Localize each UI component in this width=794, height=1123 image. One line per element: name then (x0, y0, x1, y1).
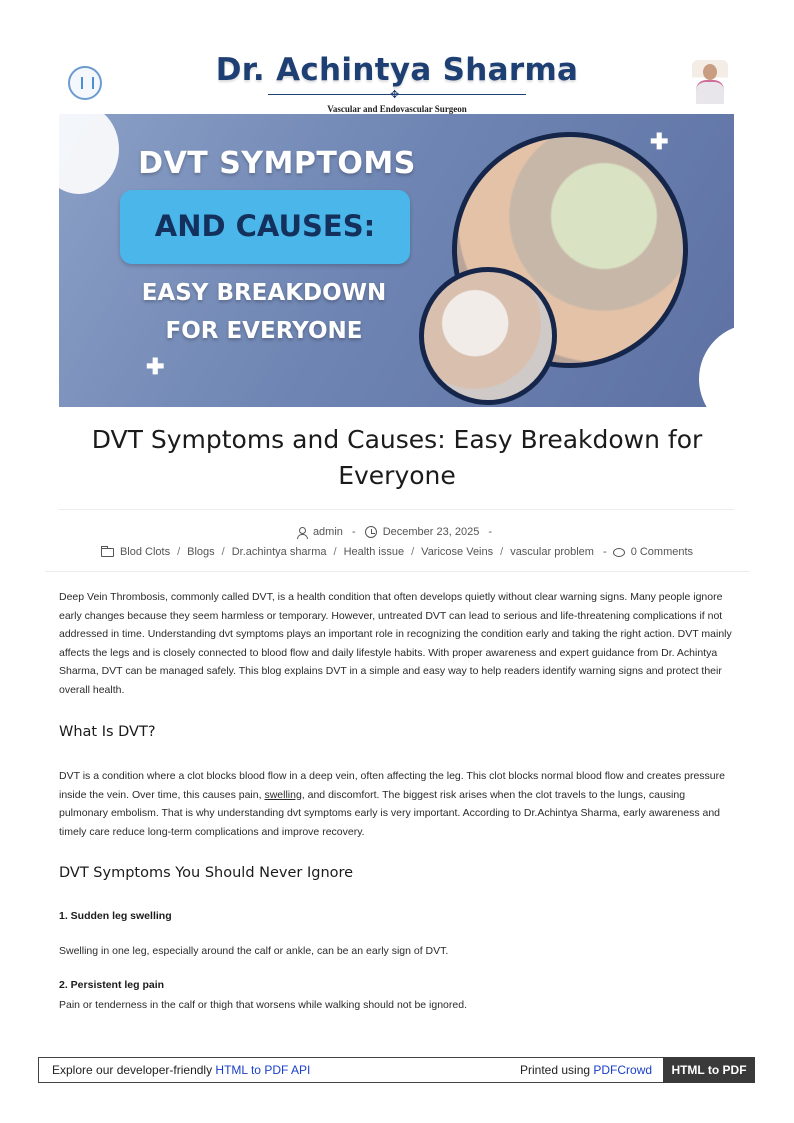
plus-icon: ✚ (146, 354, 165, 379)
category-link[interactable]: Varicose Veins (421, 546, 494, 558)
decorative-blob (59, 114, 119, 194)
divider (59, 509, 734, 510)
category-separator: / (411, 546, 415, 558)
footer-right (520, 1063, 652, 1077)
site-header (0, 40, 794, 116)
footer-text: Explore our developer-friendly (52, 1063, 216, 1077)
meta-dash: - (351, 526, 356, 538)
category-link[interactable]: Blod Clots (119, 546, 171, 558)
category-separator: / (333, 546, 337, 558)
comments-link[interactable]: 0 Comments (630, 546, 694, 558)
html-to-pdf-api-link[interactable]: HTML to PDF API (215, 1063, 311, 1077)
category-link[interactable]: Dr.achintya sharma (231, 546, 327, 558)
banner-pill-text: AND CAUSES: (154, 209, 376, 243)
section-heading-symptoms: DVT Symptoms You Should Never Ignore (59, 865, 354, 881)
category-link[interactable]: Blogs (187, 546, 215, 558)
user-icon (296, 527, 307, 538)
author-link[interactable]: admin (312, 526, 343, 538)
banner-line-4: FOR EVERYONE (165, 318, 363, 344)
divider (45, 571, 750, 572)
paragraph-text: DVT is a condition where a clot blocks blood flow in a deep vein, often affecting the leg. This clot blocks normal blood flow and creates pressure inside the vein. Over time, this causes pain, (59, 770, 725, 801)
category-separator: / (221, 546, 225, 558)
post-categories (0, 544, 794, 560)
comment-icon (613, 548, 625, 557)
banner-line-1: DVT SYMPTOMS (138, 146, 416, 181)
category-link[interactable]: Health issue (343, 546, 405, 558)
banner-subtitle (99, 274, 429, 350)
brand-subtitle: Vascular and Endovascular Surgeon (327, 104, 467, 114)
clock-icon (365, 526, 377, 538)
footer-left (52, 1063, 310, 1077)
caduceus-icon: ✥ (390, 89, 400, 101)
meta-dash: - (603, 546, 607, 558)
symptom-text: Swelling in one leg, especially around the calf or ankle, can be an early sign of DVT. (59, 945, 449, 957)
article-title: DVT Symptoms and Causes: Easy Breakdown for Everyone (91, 425, 703, 490)
pdfcrowd-link[interactable]: PDFCrowd (593, 1063, 653, 1077)
paragraph-text: , and discomfort. The biggest risk arises when the clot travels to the lungs, causing pulmonary embolism. That is why understanding dvt symptoms early is very important. According to Dr.Achintya Sharma, early awareness and timely care reduce long-term complications and improve recovery. (59, 788, 721, 838)
featured-banner-image (59, 114, 734, 407)
photo-circle-small (419, 267, 557, 405)
symptom-text: Pain or tenderness in the calf or thigh that worsens while walking should not be ignored. (59, 999, 467, 1011)
decorative-blob (699, 324, 734, 407)
brand-logo[interactable] (0, 52, 794, 88)
post-date: December 23, 2025 (382, 526, 480, 538)
plus-icon: ✚ (650, 129, 669, 154)
intro-paragraph: Deep Vein Thrombosis, commonly called DVT, is a health condition that often develops quietly without clear warning signs. Many people ignore early changes because they seem harmless or temporary. However, untreated DVT can lead to serious and life-threatening complications if not addressed in time. Understanding dvt symptoms plays an important role in recognizing the condition early and taking the right action. DVT mainly affects the legs and is closely connected to blood flow and daily lifestyle habits. With proper awareness and expert guidance from Dr. Achintya Sharma, DVT can be managed safely. This blog explains DVT in a simple and easy way to help readers identify warning signs and protect their overall health. (59, 591, 732, 696)
banner-line-3: EASY BREAKDOWN (141, 280, 387, 306)
pdfcrowd-footer (38, 1057, 755, 1083)
post-meta (0, 524, 794, 540)
brand-name: Dr. Achintya Sharma (215, 52, 579, 88)
folder-icon (101, 548, 114, 557)
banner-pill (120, 190, 410, 264)
category-separator: / (500, 546, 504, 558)
footer-text: Printed using (520, 1063, 594, 1077)
meta-dash: - (488, 526, 493, 538)
category-separator: / (177, 546, 181, 558)
html-to-pdf-button[interactable]: HTML to PDF (663, 1057, 755, 1083)
category-link[interactable]: vascular problem (510, 546, 594, 558)
section-heading-what-is-dvt: What Is DVT? (59, 724, 156, 740)
doctor-avatar-icon (692, 60, 728, 104)
symptom-title: 1. Sudden leg swelling (59, 910, 172, 922)
symptom-title: 2. Persistent leg pain (59, 979, 165, 991)
swelling-link[interactable]: swelling (264, 788, 302, 801)
what-is-dvt-paragraph (59, 767, 734, 841)
